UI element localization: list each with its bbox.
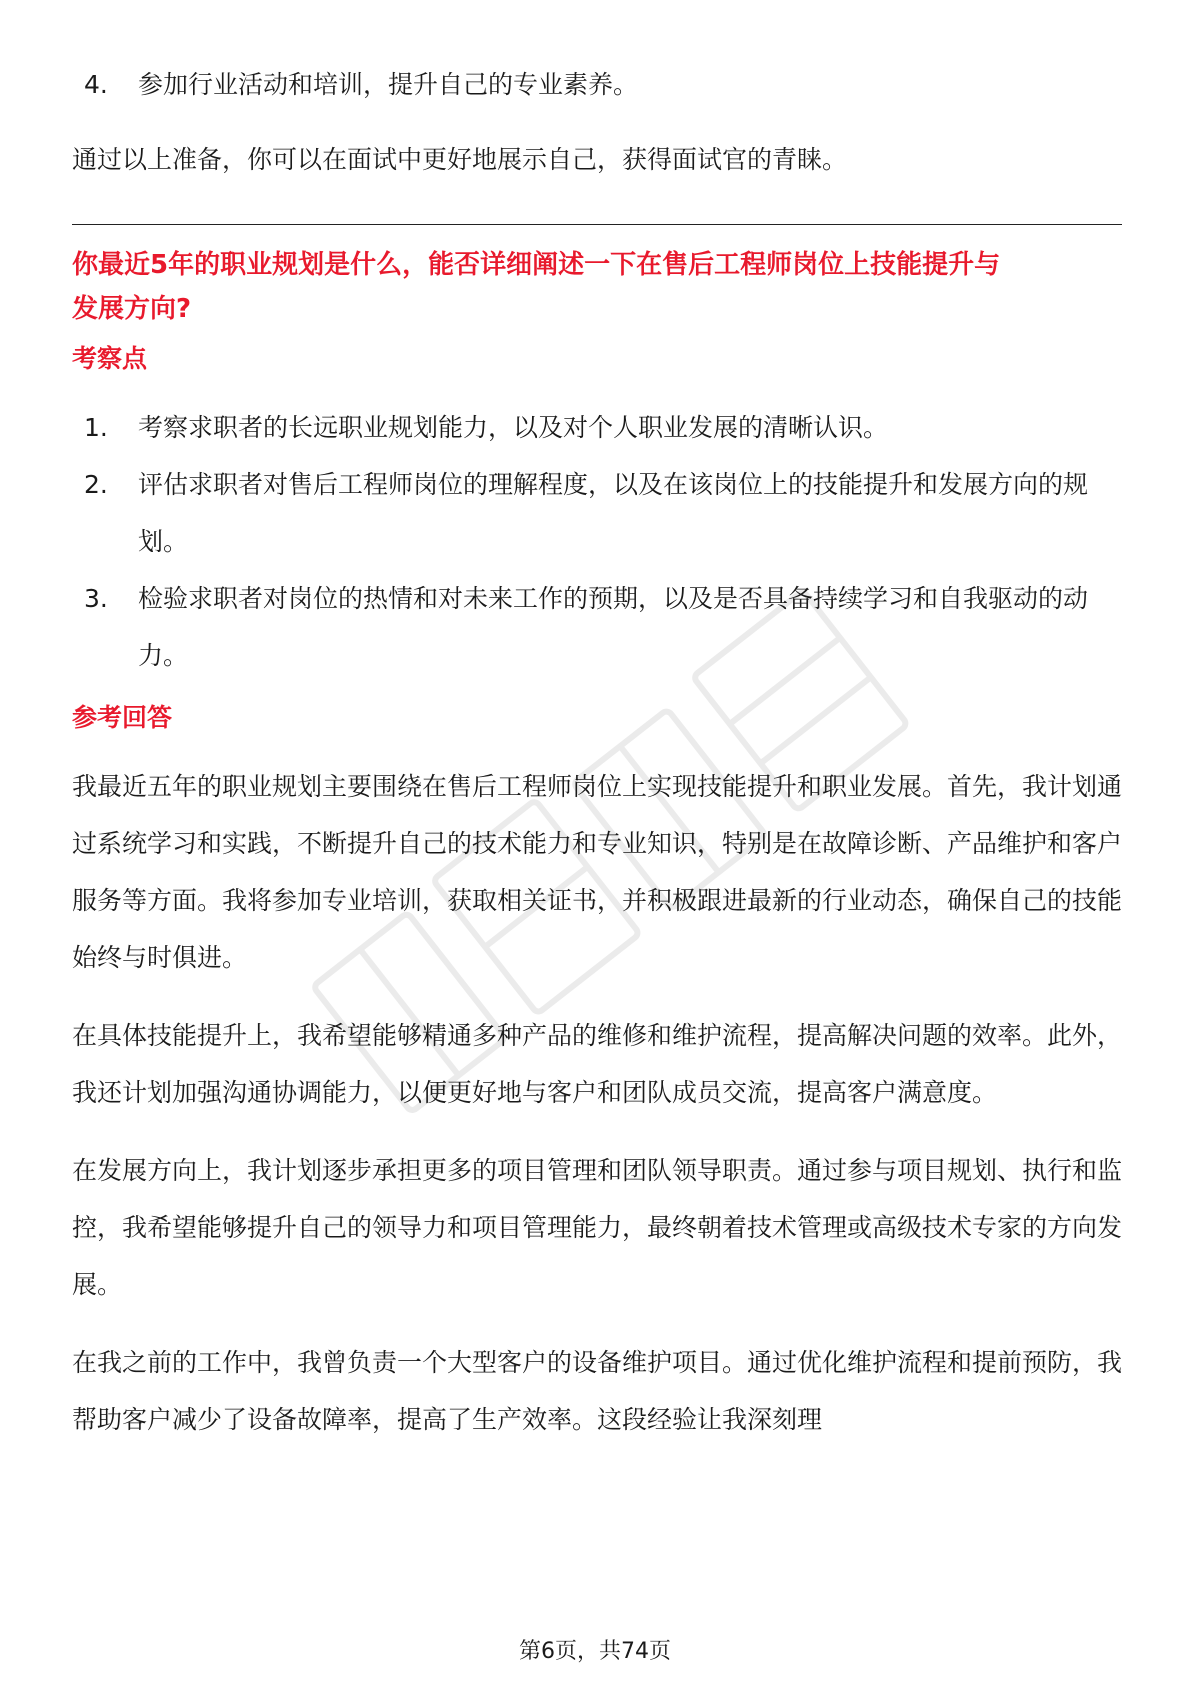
intro-list (72, 56, 1122, 113)
inspection-list (72, 399, 1122, 684)
question-line-2: 发展方向? (72, 294, 192, 324)
list-item-number: 3. (84, 584, 108, 613)
answer-paragraphs (72, 758, 1122, 1448)
intro-conclusion: 通过以上准备，你可以在面试中更好地展示自己，获得面试官的青睐。 (72, 145, 848, 174)
answer-paragraph: 在具体技能提升上，我希望能够精通多种产品的维修和维护流程，提高解决问题的效率。此外，我还计划加强沟通协调能力，以便更好地与客户和团队成员交流，提高客户满意度。 (72, 1021, 1123, 1107)
page-content (72, 56, 1122, 1448)
page-footer: 第6页，共74页 (519, 1639, 671, 1664)
list-item-number: 4. (84, 70, 108, 99)
answer-label: 参考回答 (72, 703, 173, 732)
list-item-number: 1. (84, 413, 108, 442)
answer-paragraph: 在发展方向上，我计划逐步承担更多的项目管理和团队领导职责。通过参与项目规划、执行和监控，我希望能够提升自己的领导力和项目管理能力，最终朝着技术管理或高级技术专家的方向发展。 (72, 1156, 1123, 1299)
list-item-text: 参加行业活动和培训，提升自己的专业素养。 (138, 70, 639, 99)
answer-paragraph: 在我之前的工作中，我曾负责一个大型客户的设备维护项目。通过优化维护流程和提前预防，我帮助客户减少了设备故障率，提高了生产效率。这段经验让我深刻理 (72, 1348, 1123, 1434)
list-item-text: 评估求职者对售后工程师岗位的理解程度，以及在该岗位上的技能提升和发展方向的规划。 (138, 470, 1089, 556)
list-item (72, 456, 1122, 570)
question-block (72, 243, 1122, 331)
list-item (72, 399, 1122, 456)
answer-paragraph: 我最近五年的职业规划主要围绕在售后工程师岗位上实现技能提升和职业发展。首先，我计划通过系统学习和实践，不断提升自己的技术能力和专业知识，特别是在故障诊断、产品维护和客户服务等方面。我将参加专业培训，获取相关证书，并积极跟进最新的行业动态，确保自己的技能始终与时俱进。 (72, 772, 1123, 972)
list-item (72, 56, 1122, 113)
question-line-1: 你最近5年的职业规划是什么，能否详细阐述一下在售后工程师岗位上技能提升与 (72, 250, 1001, 280)
list-item-number: 2. (84, 470, 108, 499)
section-divider (72, 224, 1122, 225)
list-item-text: 考察求职者的长远职业规划能力，以及对个人职业发展的清晰认识。 (138, 413, 889, 442)
inspection-label: 考察点 (72, 344, 148, 373)
list-item-text: 检验求职者对岗位的热情和对未来工作的预期，以及是否具备持续学习和自我驱动的动力。 (138, 584, 1089, 670)
list-item (72, 570, 1122, 684)
